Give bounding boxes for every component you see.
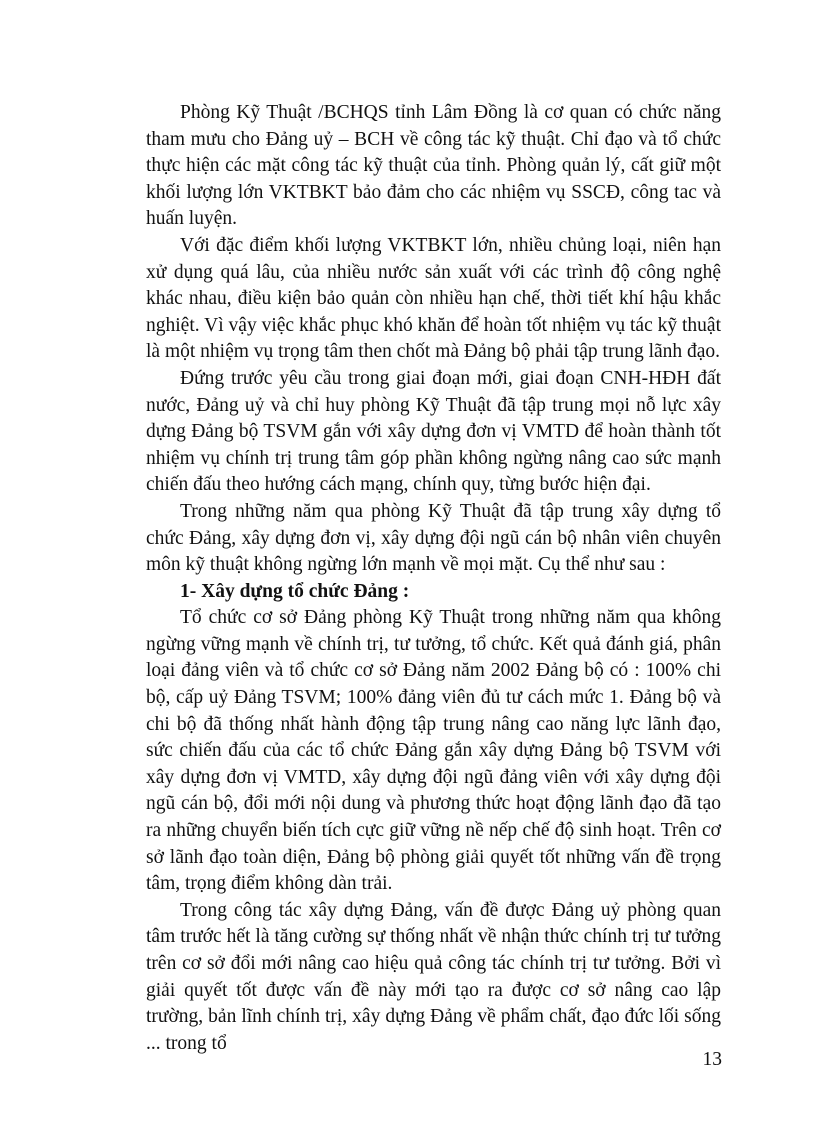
- paragraph-requirements: Đứng trước yêu cầu trong giai đoạn mới, giai đoạn CNH-HĐH đất nước, Đảng uỷ và chỉ huy phòng Kỹ Thuật đã tập trung mọi nỗ lực xây dựng Đảng bộ TSVM gắn với xây dựng đơn vị VMTD để hoàn thành tốt nhiệm vụ chính trị trung tâm góp phần không ngừng nâng cao sức mạnh chiến đấu theo hướng cách mạng, chính quy, từng bước hiện đại.: [146, 367, 721, 496]
- paragraph-characteristics: Với đặc điểm khối lượng VKTBKT lớn, nhiều chủng loại, niên hạn xử dụng quá lâu, của nhiều nước sản xuất với các trình độ công nghệ khác nhau, điều kiện bảo quản còn nhiều hạn chế, thời tiết khí hậu khắc nghiệt. Vì vậy việc khắc phục khó khăn để hoàn tốt nhiệm vụ tác kỹ thuật là một nhiệm vụ trọng tâm then chốt mà Đảng bộ phải tập trung lãnh đạo.: [146, 234, 721, 363]
- paragraph-intro: Phòng Kỹ Thuật /BCHQS tỉnh Lâm Đồng là cơ quan có chức năng tham mưu cho Đảng uỷ – BCH về công tác kỹ thuật. Chỉ đạo và tổ chức thực hiện các mặt công tác kỹ thuật của tỉnh. Phòng quản lý, cất giữ một khối lượng lớn VKTBKT bảo đảm cho các nhiệm vụ SSCĐ, công tac và huấn luyện.: [146, 102, 721, 230]
- paragraph-party-building: Trong công tác xây dựng Đảng, vấn đề được Đảng uỷ phòng quan tâm trước hết là tăng cường sự thống nhất về nhận thức chính trị tư tưởng trên cơ sở đổi mới nâng cao hiệu quả công tác chính trị tư tưởng. Bởi vì giải quyết tốt được vấn đề này mới tạo ra được cơ sở nâng cao lập trường, bản lĩnh chính trị, xây dựng Đảng về phẩm chất, đạo đức lối sống ... trong tổ: [146, 899, 721, 1054]
- paragraph-overview: Trong những năm qua phòng Kỹ Thuật đã tập trung xây dựng tổ chức Đảng, xây dựng đơn vị, xây dựng đội ngũ cán bộ nhân viên chuyên môn kỹ thuật không ngừng lớn mạnh về mọi mặt. Cụ thể như sau :: [146, 500, 721, 576]
- section-heading: 1- Xây dựng tổ chức Đảng :: [180, 580, 410, 602]
- paragraph-party-organization: Tổ chức cơ sở Đảng phòng Kỹ Thuật trong những năm qua không ngừng vững mạnh về chính trị, tư tưởng, tổ chức. Kết quả đánh giá, phân loại đảng viên và tổ chức cơ sở Đảng năm 2002 Đảng bộ có : 100% chi bộ, cấp uỷ Đảng TSVM; 100% đảng viên đủ tư cách mức 1. Đảng bộ và chi bộ đã thống nhất hành động tập trung nâng cao năng lực lãnh đạo, sức chiến đấu của các tổ chức Đảng gắn xây dựng Đảng bộ TSVM với xây dựng đơn vị VMTD, xây dựng đội ngũ đảng viên với xây dựng đội ngũ cán bộ, đổi mới nội dung và phương thức hoạt động lãnh đạo đã tạo ra những chuyển biến tích cực giữ vững nề nếp chế độ sinh hoạt. Trên cơ sở lãnh đạo toàn diện, Đảng bộ phòng giải quyết tốt những vấn đề trọng tâm, trọng điểm không dàn trải.: [146, 607, 721, 895]
- body-text: [146, 100, 721, 1057]
- page-number: 13: [702, 1049, 722, 1070]
